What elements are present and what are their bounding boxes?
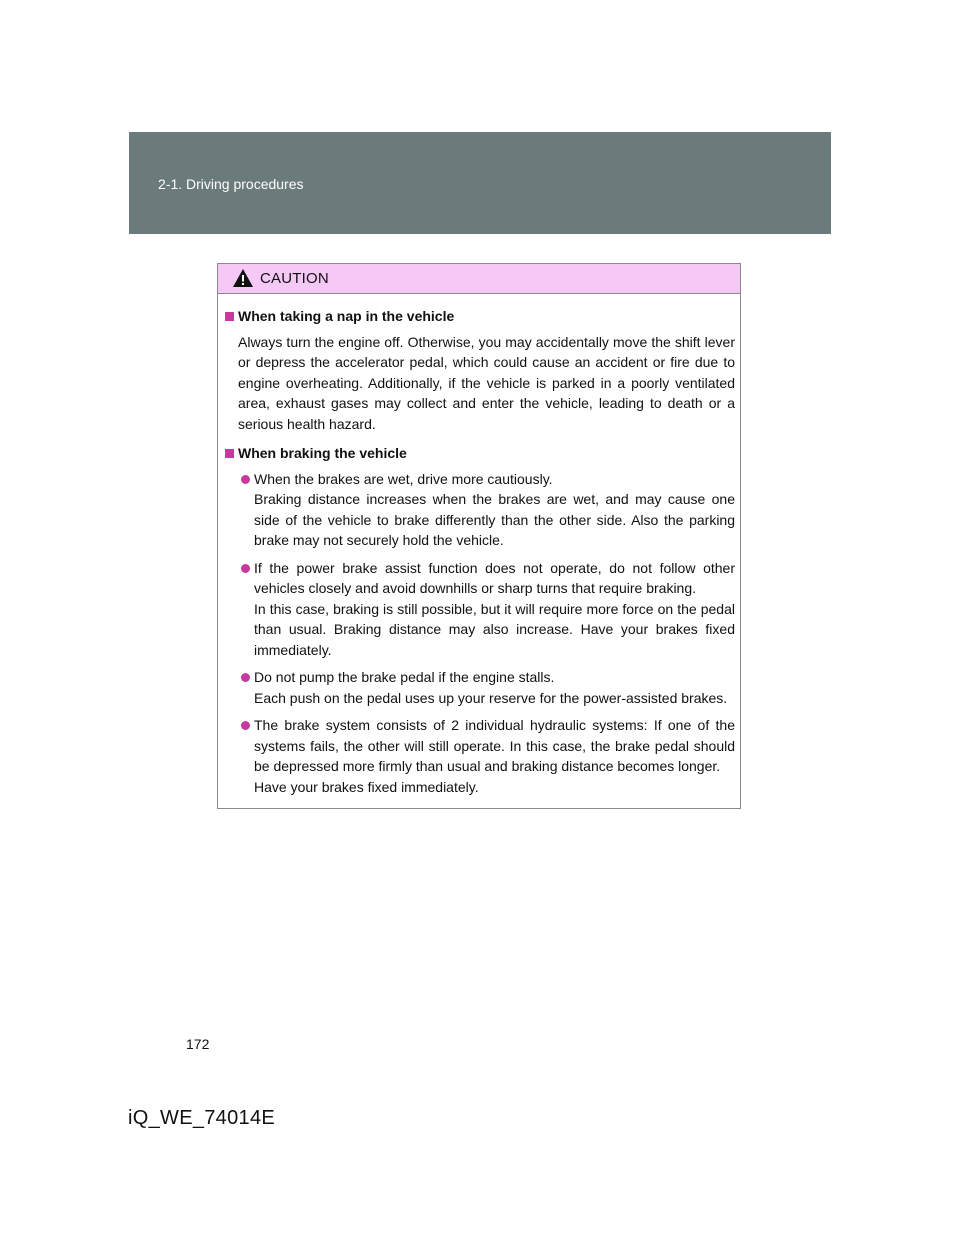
list-item <box>224 469 735 551</box>
square-bullet-icon <box>225 449 234 458</box>
topic-nap <box>224 306 735 434</box>
caution-body <box>218 294 740 797</box>
header-band <box>129 132 831 234</box>
caution-header <box>218 264 740 294</box>
topic-title <box>224 443 735 464</box>
section-title: 2-1. Driving procedures <box>158 176 304 192</box>
list-item <box>224 558 735 661</box>
list-item-line: Do not pump the brake pedal if the engine stalls. <box>254 669 555 685</box>
list-item-line: When the brakes are wet, drive more cautiously. <box>254 470 553 487</box>
square-bullet-icon <box>225 312 234 321</box>
topic-title-text: When taking a nap in the vehicle <box>238 308 455 324</box>
list-item-line: Braking distance increases when the brakes are wet, and may cause one side of the vehicle to brake differently than the other side. Also the parking brake may not securely hold the vehicle. <box>254 491 735 548</box>
list-item <box>224 715 735 797</box>
list-item-line: Each push on the pedal uses up your reserve for the power-assisted brakes. <box>254 689 728 706</box>
list-item-line: The brake system consists of 2 individual hydraulic systems: If one of the systems fails, the other will still operate. In this case, the brake pedal should be depressed more firmly than usual and braking distance becomes longer. <box>254 717 735 774</box>
topic-braking <box>224 443 735 797</box>
topic-text: Always turn the engine off. Otherwise, you may accidentally move the shift lever or depress the accelerator pedal, which could cause an accident or fire due to engine overheating. Additionally, if the vehicle is parked in a poorly ventilated area, exhaust gases may collect and enter the vehicle, leading to death or a serious health hazard. <box>238 333 735 432</box>
round-bullet-icon <box>241 475 250 484</box>
list-item-line: If the power brake assist function does not operate, do not follow other vehicles closely and avoid downhills or sharp turns that require braking. <box>254 559 735 596</box>
document-code: iQ_WE_74014E <box>128 1107 276 1129</box>
topic-title-text: When braking the vehicle <box>238 445 407 461</box>
round-bullet-icon <box>241 673 250 682</box>
warning-triangle-icon <box>232 268 254 288</box>
round-bullet-icon <box>241 721 250 730</box>
list-item-line: In this case, braking is still possible, but it will require more force on the pedal than usual. Braking distance may also increase. Have your brakes fixed immediately. <box>254 600 735 658</box>
caution-box <box>217 263 741 809</box>
topic-title <box>224 306 735 327</box>
round-bullet-icon <box>241 564 250 573</box>
list-item-line: Have your brakes fixed immediately. <box>254 778 479 795</box>
list-item <box>224 667 735 708</box>
caution-title: CAUTION <box>260 270 329 287</box>
page-number: 172 <box>186 1036 210 1052</box>
